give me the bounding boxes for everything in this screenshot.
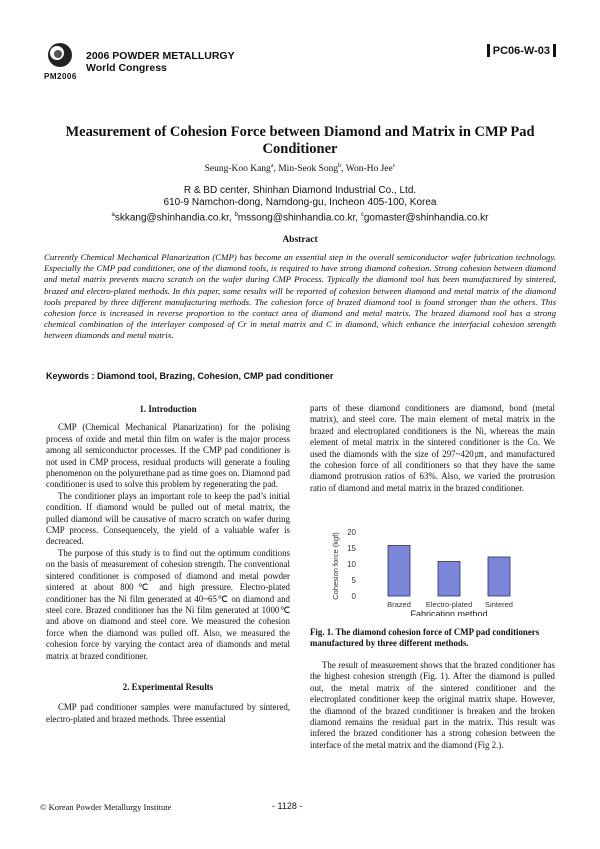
author-email: gomaster@shinhandia.co.kr <box>363 212 489 224</box>
y-tick-label: 20 <box>347 528 356 537</box>
right-column-top <box>310 403 555 494</box>
affiliation-line1: R & BD center, Shinhan Diamond Industrial Co., Ltd. <box>183 185 417 196</box>
bar-2 <box>488 557 510 596</box>
affiliation-line2: 610-9 Namchon-dong, Namdong-gu, Incheon 405-100, Korea <box>163 197 437 208</box>
abstract-text: Currently Chemical Mechanical Planarization (CMP) has become an essential step in the overall semiconductor wafer fabrication technology. Especially the CMP pad conditioner, one of the diamond tools, is required to have strong diamond cohesion. Strong cohesion between diamond and metal matrix prevents macro scratch on the wafer during CMP Process. Typically the diamond tool has been manufactured by sintered, brazed and electro-plated methods. In this paper, some results will be reported of cohesion between diamond and metal matrix of the diamond tools prepared by three different manufacturing methods. The cohesion force of brazed diamond tool is found stronger than the others. This cohesion force is increased in reverse proportion to the contact area of diamond and metal matrix. The brazed diamond tool has a strong chemical combination of the interlayer composed of Cr in metal matrix and C in diamond, which enhance the interfacial cohesion strength between diamonds and metal matrix. <box>44 252 556 341</box>
right-column-bottom <box>310 660 555 751</box>
figure-caption-label: Fig. 1. <box>310 627 334 637</box>
y-tick-label: 10 <box>347 560 356 569</box>
intro-paragraph-3: The purpose of this study is to find out the optimum conditions on the basis of measurement of cohesion strength. The conventional sintered conditioner is composed of diamond and metal powder sintered at about 800℃ and high pressure. Electro-plated conditioner has the Ni film generated at 40~65℃ on diamond and steel core. Brazed conditioner has the Ni film generated at 1000℃ and above on diamond and steel core. We measured the cohesion force when the diamond was pulled off. Also, we measured the cohesion force by varying the contact area of diamonds and metal matrix at brazed conditioner. <box>46 547 290 661</box>
keywords: Keywords : Diamond tool, Brazing, Cohesion, CMP pad conditioner <box>46 371 334 381</box>
figure-caption-text: The diamond cohesion force of CMP pad conditioners manufactured by three different methods. <box>310 627 540 649</box>
abstract-heading: Abstract <box>282 235 318 245</box>
paper-id-badge <box>487 44 556 57</box>
author-affiliation-mark: b <box>338 163 342 169</box>
pm2006-logo-icon <box>44 42 74 72</box>
intro-paragraph-1: CMP (Chemical Mechanical Planarization) for the polising process of oxide and metal thin film on wafer is the major process among all semiconductor processes. If the CMP pad conditioner is not used in CMP process, residual products will generate a fouling phenomenon on the polyurethane pad as time goes on. Diamond pad conditioner is used to solve this problem by regenerating the pad. <box>46 422 290 490</box>
title-line2: Conditioner <box>262 141 338 157</box>
experimental-paragraph-1: CMP pad conditioner samples were manufactured by sintered, electro-plated and brazed methods. Three essential <box>46 702 290 724</box>
x-axis-label: Fabrication method <box>410 609 488 616</box>
section-heading-introduction: 1. Introduction <box>139 404 197 414</box>
email-list: $^a$skkang@shinhandia.co.kr, $^b$mssong@shinhandia.co.kr, $^c$gomaster@shinhandia.co.kr <box>111 212 489 224</box>
conference-name <box>86 50 235 74</box>
author-name: Won-Ho Jee <box>345 164 393 175</box>
x-tick-label: Brazed <box>387 600 411 609</box>
author-name: Min-Seok Song <box>278 164 339 175</box>
bar-1 <box>438 561 460 596</box>
x-tick-label: Electro-plated <box>425 600 473 609</box>
right-paragraph-1: parts of these diamond conditioners are diamond, bond (metal matrix), and steel core. The main element of metal matrix in the brazed and electroplated conditioners is the Ni, whereas the main element of metal matrix in the sintered conditioner is the Co. We used the diamonds with the size of 297~420㎛, and manufactured the cohesion force of all conditioners so that they have the same diamond protrusion ratios of 63%. Also, we varied the protrusion ratio of diamond and metal matrix in the brazed conditioner. <box>310 403 555 493</box>
chart-labels <box>331 528 513 616</box>
figure-caption <box>310 627 555 650</box>
author-affiliation-mark: c <box>392 163 396 169</box>
badge-bar-left <box>487 44 490 57</box>
y-axis-label: Cohesion force (kgf) <box>331 532 340 600</box>
badge-bar-right <box>553 44 556 57</box>
y-tick-label: 0 <box>351 592 356 601</box>
author-name: Seung-Koo Kang <box>204 164 271 175</box>
chart-bars <box>388 545 510 596</box>
y-tick-label: 5 <box>351 576 356 585</box>
paper-id: PC06-W-03 <box>492 44 550 57</box>
title-line1: Measurement of Cohesion Force between Diamond and Matrix in CMP Pad <box>65 124 535 140</box>
footer-copyright: © Korean Powder Metallurgy Institute <box>40 802 172 812</box>
right-paragraph-2: The result of measurement shows that the brazed conditioner has the highest cohesion strength (Fig. 1). After the diamond is pulled out, the metal matrix of the sintered conditioner and the electroplated conditioner keep the original matrix shape. However, the diamond of the brazed conditioner is breaken and the broken diamond remains the residual part in the matrix. This result was infered the brazed conditioner has a strong cohesion between the interface of the metal matrix and the diamond (Fig 2.). <box>310 660 555 750</box>
page-number: - 1128 - <box>272 801 303 811</box>
email-affiliation-mark: c <box>360 212 364 218</box>
author-list: Seung-Koo Kang$^a$, Min-Seok Song$^b$, Won-Ho Jee$^c$ <box>204 163 396 175</box>
x-tick-label: Sintered <box>485 600 513 609</box>
affiliation <box>40 185 560 224</box>
author-email: mssong@shinhandia.co.kr <box>237 212 356 224</box>
left-column <box>46 404 290 725</box>
bar-0 <box>388 545 410 596</box>
cohesion-force-chart <box>328 524 528 616</box>
author-affiliation-mark: a <box>270 163 274 169</box>
email-affiliation-mark: b <box>234 212 238 218</box>
email-affiliation-mark: a <box>111 212 115 218</box>
conference-line2: World Congress <box>86 62 167 74</box>
logo-text: PM2006 <box>44 72 77 81</box>
y-tick-label: 15 <box>347 544 356 553</box>
paper-title <box>40 124 560 158</box>
author-email: skkang@shinhandia.co.kr <box>114 212 229 224</box>
section-heading-experimental: 2. Experimental Results <box>122 681 214 692</box>
conference-line1: 2006 POWDER METALLURGY <box>86 50 235 62</box>
intro-paragraph-2: The conditioner plays an important role to keep the pad’s initial condition. If diamond would be pulled out of metal matrix, the pulled diamond will be causative of macro scratch on wafer during CMP process. Consequencely, the yield of a valuable wafer is decreaced. <box>46 490 290 547</box>
